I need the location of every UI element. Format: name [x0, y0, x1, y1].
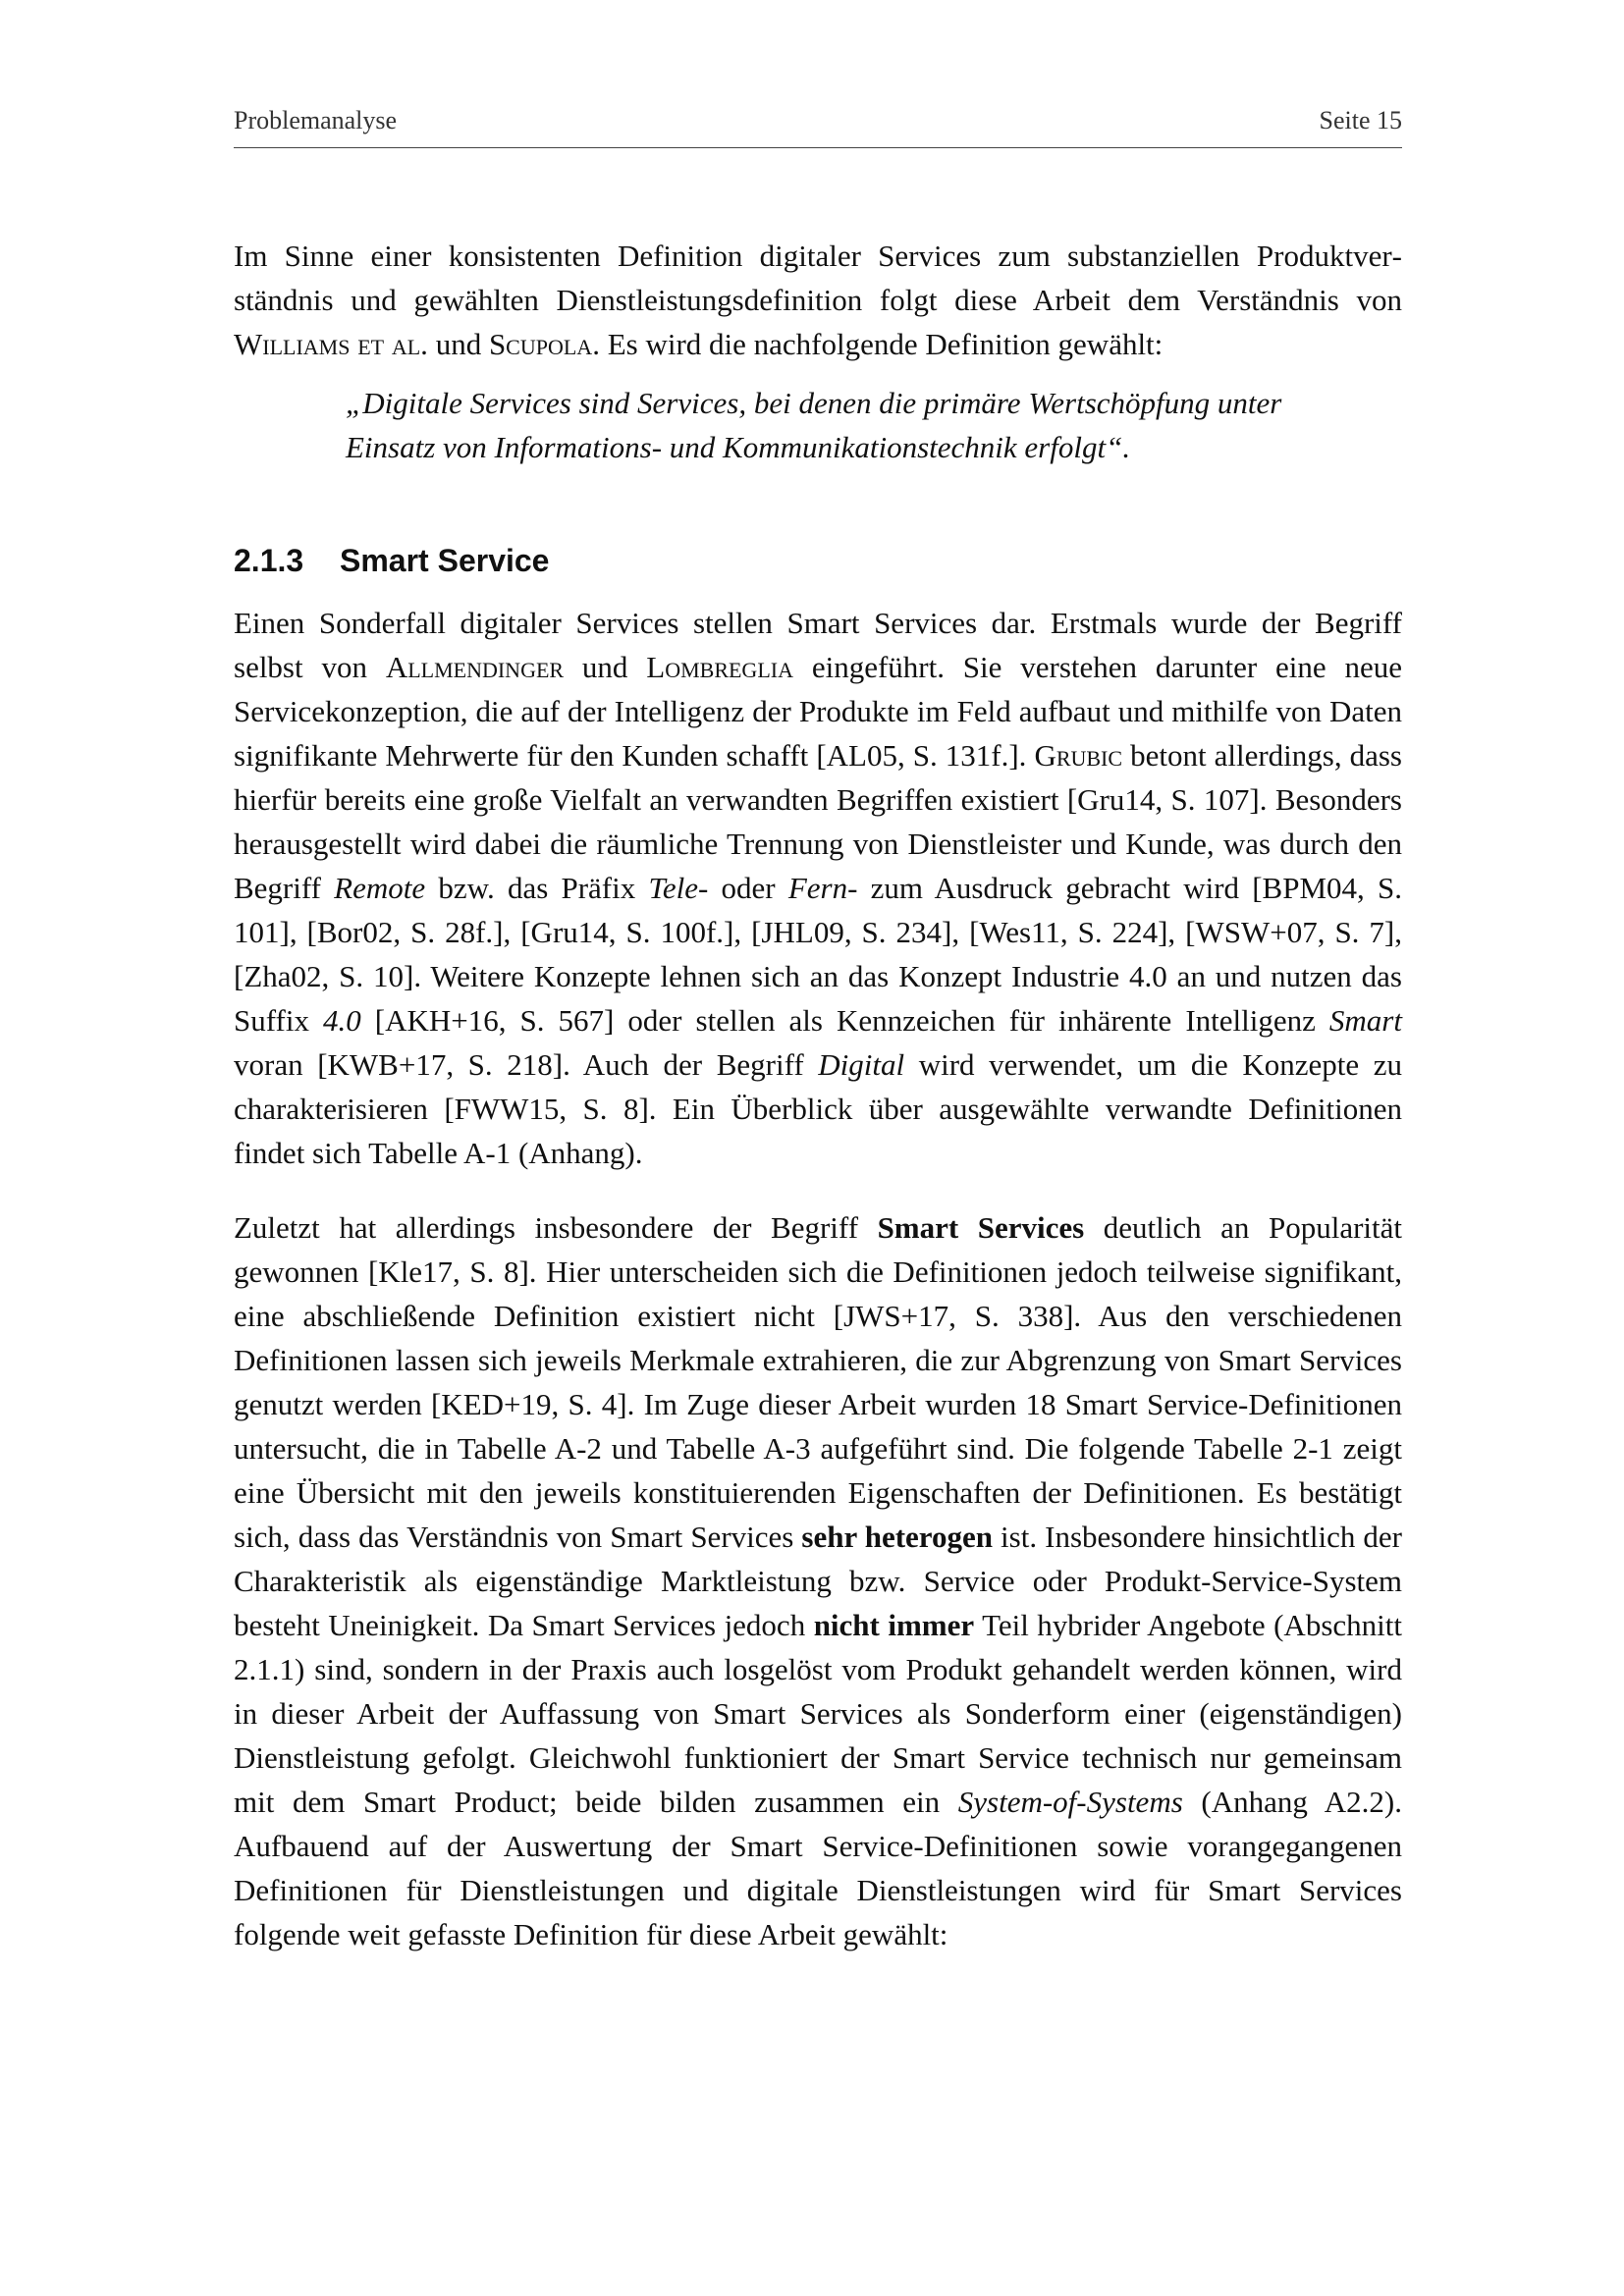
paragraph-smart-service-definitions: [234, 1205, 1402, 1956]
author-name: Allmendinger: [385, 650, 565, 684]
italic-term: Fern-: [787, 871, 858, 905]
running-header: [234, 106, 1402, 135]
author-name: Lombreglia: [646, 650, 793, 684]
author-name: Grubic: [1034, 738, 1123, 773]
definition-quote: „Digitale Services sind Services, bei denen die primäre Wertschöpfung unter Einsatz von Informations- und Kommunikationstechnik erfolgt“.: [346, 386, 1282, 464]
italic-term: Digital: [818, 1047, 905, 1082]
text-run: wird verwendet, um die Konzepte zu charakterisieren [FWW15, S. 8]. Ein Überblick über ausgewählte verwandte Definitionen findet sich Tabelle A-1 (Anhang).: [234, 1047, 1402, 1170]
header-chapter-title: Problemanalyse: [234, 106, 398, 134]
text-run: deutlich an Popularität gewonnen [Kle17, S. 8]. Hier unterscheiden sich die Definitionen jedoch teilweise signifikant, eine abschließende Definition existiert nicht [JWS+17, S. 338]. Aus den verschiedenen Definitionen lassen sich jeweils Merkmale extrahieren, die zur Abgrenzung von Smart Services genutzt werden [KED+19, S. 4]. Im Zuge dieser Arbeit wurden 18 Smart Service-Definitionen untersucht, die in Tabelle A-2 und Tabelle A-3 aufgeführt sind. Die folgende Tabelle 2-1 zeigt eine Übersicht mit den jeweils konstituierenden Eigenschaften der Definitionen. Es bestätigt sich, dass das Verständnis von Smart Services: [234, 1210, 1402, 1554]
bold-term: Smart Services: [877, 1210, 1085, 1245]
text-run: Teil hybrider Angebote (Abschnitt 2.1.1) sind, sondern in der Praxis auch losgelöst vom Produkt gehandelt werden können, wird in dieser Arbeit der Auffassung von Smart Services als Sonderform einer (eigenständigen) Dienstleistung gefolgt. Gleichwohl funktioniert der Smart Service technisch nur gemeinsam mit dem Smart Product; beide bilden zusammen ein: [234, 1608, 1402, 1819]
page-body: [234, 234, 1402, 1956]
text-run: (Anhang A2.2). Aufbauend auf der Auswertung der Smart Service-Definitionen sowie vorangegangenen Definitionen für Dienstleistungen und digitale Dienstleistungen wird für Smart Services folgende weit gefasste Definition für diese Arbeit gewählt:: [234, 1785, 1402, 1951]
text-run: ist. Insbesondere hinsichtlich der Charakteristik als eigenständige Marktleistung bzw. Service oder Produkt-Service-System besteht Uneinigkeit. Da Smart Services jedoch: [234, 1520, 1402, 1642]
text-run: Einen Sonderfall digitaler Services stellen Smart Services dar. Erstmals wurde der Begriff selbst von: [234, 606, 1402, 684]
text-run: und: [427, 327, 489, 361]
text-run: zum Ausdruck gebracht wird [BPM04, S. 101], [Bor02, S. 28f.], [Gru14, S. 100f.], [JHL09, S. 234], [Wes11, S. 224], [WSW+07, S. 7], [Zha02, S. 10]. Weitere Konzepte lehnen sich an das Konzept Industrie 4.0 an und nutzen das Suffix: [234, 871, 1402, 1038]
text-run: . Es wird die nachfolgende Definition gewählt:: [592, 327, 1164, 361]
text-run: oder: [708, 871, 788, 905]
text-run: voran [KWB+17, S. 218]. Auch der Begriff: [234, 1047, 819, 1082]
text-run: Zuletzt hat allerdings insbesondere der Begriff: [234, 1210, 878, 1245]
text-run: betont allerdings, dass hierfür bereits eine große Vielfalt an verwandten Begriffen existiert [Gru14, S. 107]. Besonders herausgestellt wird dabei die räumliche Trennung von Dienstleister und Kunde, was durch den Begriff: [234, 738, 1402, 905]
header-rule: [234, 147, 1402, 148]
text-run: eingeführt. Sie verstehen darunter eine neue Servicekonzeption, die auf der Intelligenz der Produkte im Feld aufbaut und mithilfe von Daten signifikante Mehrwerte für den Kunden schafft [AL05, S. 131f.].: [234, 650, 1402, 773]
text-run: [AKH+16, S. 567] oder stellen als Kennzeichen für inhärente Intelligenz: [360, 1003, 1329, 1038]
text-run: bzw. das Präfix: [425, 871, 649, 905]
author-name: Scupola: [488, 327, 593, 361]
bold-term: sehr heterogen: [801, 1520, 993, 1554]
italic-term: Remote: [334, 871, 426, 905]
italic-term: 4.0: [322, 1003, 361, 1038]
section-number: 2.1.3: [234, 543, 304, 578]
author-name: Williams et al.: [234, 327, 428, 361]
section-title: Smart Service: [340, 543, 550, 578]
paragraph-intro: [234, 234, 1402, 366]
text-run: und: [564, 650, 647, 684]
section-heading: [234, 541, 1402, 580]
italic-term: Tele-: [648, 871, 709, 905]
italic-term: System-of-Systems: [957, 1785, 1183, 1819]
header-page-number: Seite 15: [1319, 106, 1402, 134]
bold-term: nicht immer: [813, 1608, 975, 1642]
paragraph-smart-service-origin: [234, 601, 1402, 1175]
text-run: Im Sinne einer konsistenten Definition digitaler Services zum substanziellen Produktverständnis und gewählten Dienstleistungsdefinition folgt diese Arbeit dem Verständnis von: [234, 239, 1402, 317]
italic-term: Smart: [1328, 1003, 1402, 1038]
